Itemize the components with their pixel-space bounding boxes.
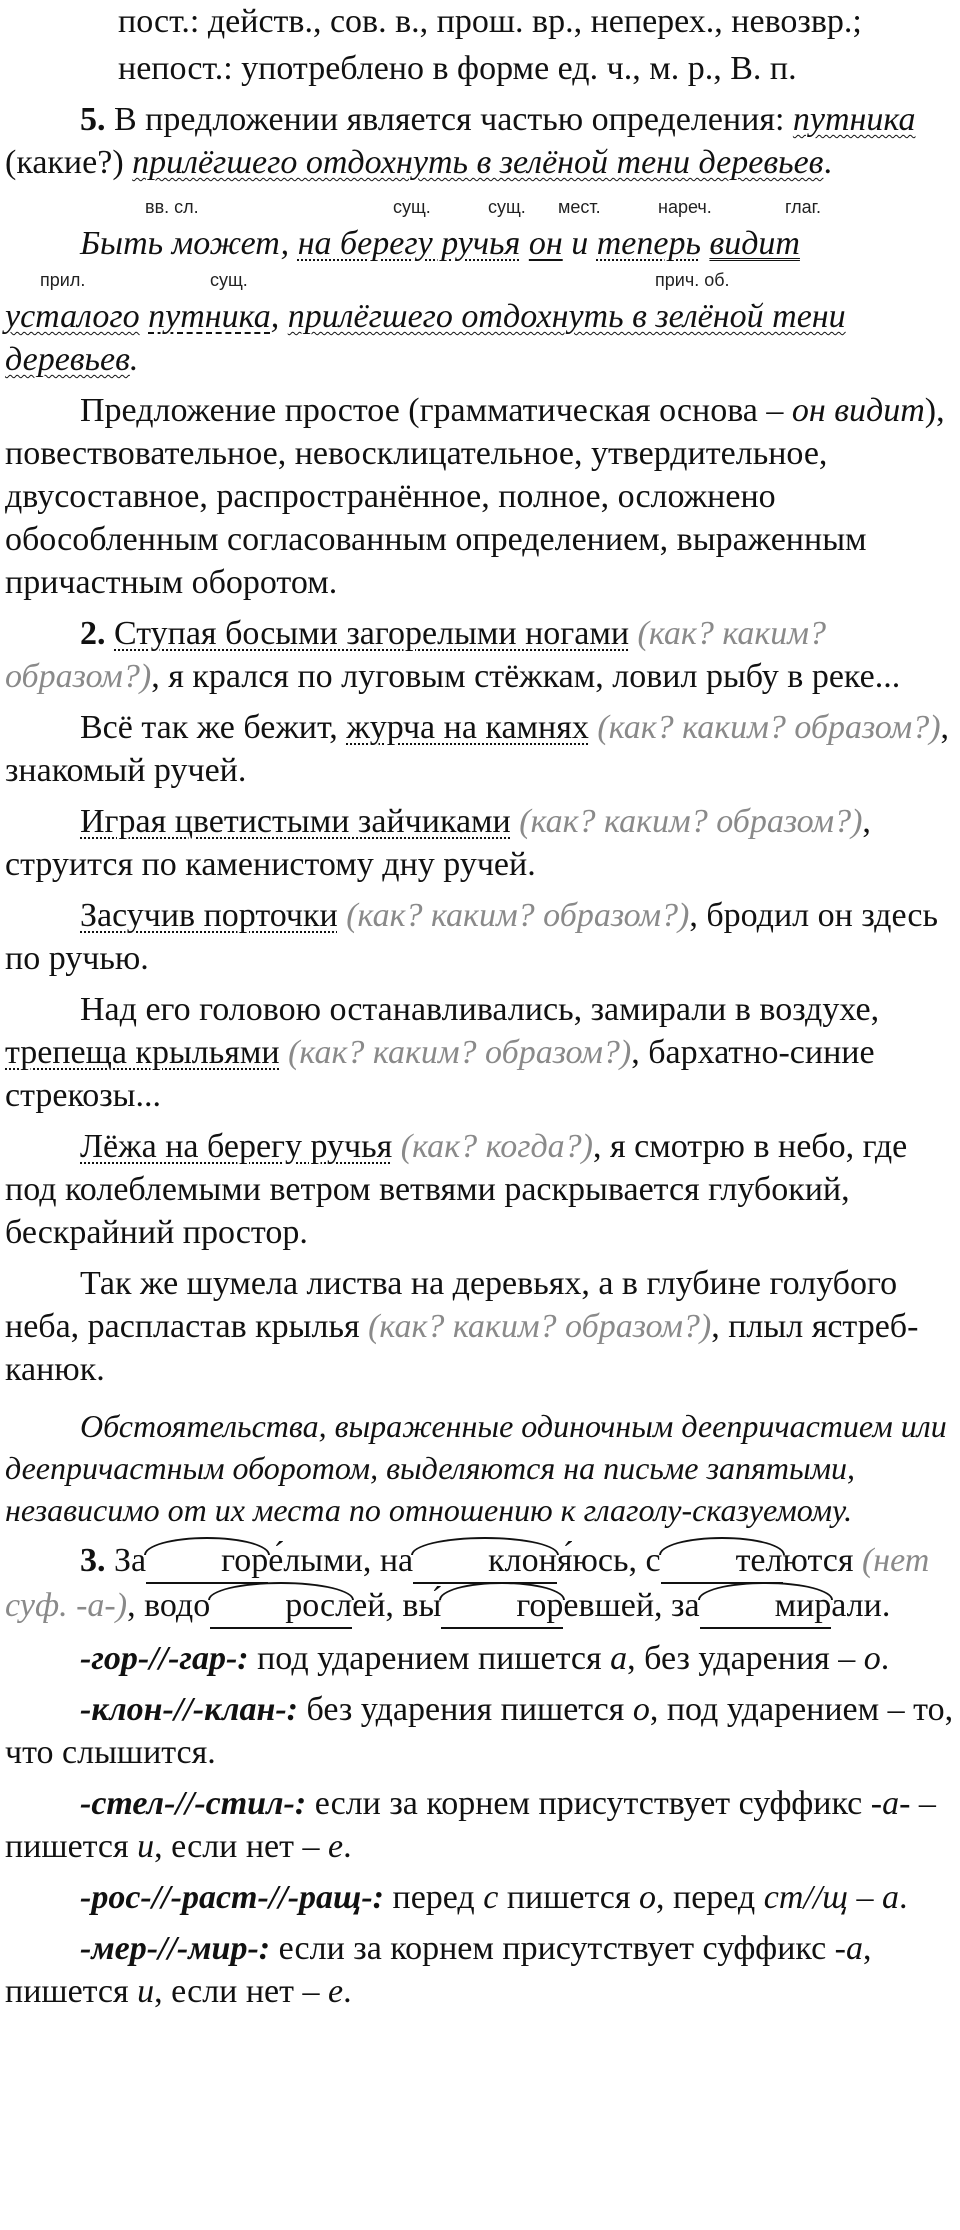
question: (как? каким? образом?) bbox=[288, 1034, 632, 1071]
rule-key: -мер-//-мир-: bbox=[80, 1930, 271, 1967]
question: (какие?) bbox=[5, 144, 133, 181]
adverbial: Играя цветистыми зайчиками bbox=[80, 803, 511, 840]
pos-label: прич. об. bbox=[655, 270, 730, 290]
task-2-item-6: Лёжа на берегу ручья (как? когда?), я смотрю в небо, где под колеблемыми ветром ветвями раскрывается глубокий, бескрайний простор. bbox=[5, 1128, 908, 1251]
word-root: клон bbox=[413, 1539, 557, 1584]
pos-label: прил. bbox=[40, 270, 86, 290]
question: (как? каким? образом?) bbox=[597, 709, 941, 746]
question: (нет суф. -а-) bbox=[5, 1542, 930, 1624]
participial-phrase: прилёгшего отдохнуть в зелёной тени деревьев bbox=[132, 144, 824, 181]
pos-label: сущ. bbox=[488, 197, 526, 217]
rule-key: -стел-//-стил-: bbox=[80, 1785, 307, 1822]
rule-gor: -гор-//-гар-: под ударением пишется а, без ударения – о. bbox=[80, 1640, 890, 1677]
pos-label: мест. bbox=[558, 197, 601, 217]
pos-labels-row-1 bbox=[5, 192, 955, 222]
word: и bbox=[571, 225, 589, 262]
rule-stel: -стел-//-стил-: если за корнем присутствует суффикс -а- – пишется и, если нет – е. bbox=[5, 1785, 936, 1865]
word: теперь bbox=[596, 225, 701, 262]
adverbial: Засучив порточки bbox=[80, 897, 338, 934]
rule-note: Обстоятельства, выраженные одиночным деепричастием или деепричастным оборотом, выделяются на письме запятыми, независимо от их места по отношению к глаголу-сказуемому. bbox=[5, 1408, 947, 1528]
document-page bbox=[5, 0, 955, 2013]
task-2-item-1: 2. Ступая босыми загорелыми ногами (как? каким? образом?), я крался по луговым стёжкам, ловил рыбу в реке... bbox=[5, 615, 901, 695]
task-2-item-3: Играя цветистыми зайчиками (как? каким? образом?), струится по каменистому дну ручей. bbox=[5, 803, 871, 883]
task-number: 3. bbox=[80, 1542, 106, 1579]
rule-key: -клон-//-клан-: bbox=[80, 1691, 298, 1728]
task-3: 3. За горе́лыми, на клоня́юсь, с телются (нет суф. -а-), водо рослей, вы́ горевшей, за мирали. bbox=[5, 1539, 955, 1629]
pos-label: глаг. bbox=[785, 197, 822, 217]
pos-label: сущ. bbox=[210, 270, 248, 290]
task-text: В предложении является частью определения: bbox=[105, 101, 785, 138]
word: усталого bbox=[5, 298, 140, 335]
sentence-analysis: Предложение простое (грамматическая основа – он видит), повествовательное, невосклицательное, утвердительное, двусоставное, распространённое, полное, осложнено обособленным согласованным определением, выраженным причастным оборотом. bbox=[5, 392, 945, 601]
question: (как? каким? образом?) bbox=[346, 897, 690, 934]
rule-klon: -клон-//-клан-: без ударения пишется о, под ударением – то, что слышится. bbox=[5, 1691, 954, 1771]
question: (как? когда?) bbox=[400, 1128, 593, 1165]
word: на берегу ручья bbox=[297, 225, 521, 262]
word: путника bbox=[792, 101, 916, 138]
task-2-item-5: Над его головою останавливались, замирали в воздухе, трепеща крыльями (как? каким? образом?), бархатно-синие стрекозы... bbox=[5, 991, 880, 1114]
question: (как? каким? образом?) bbox=[5, 615, 826, 695]
question: (как? каким? образом?) bbox=[519, 803, 863, 840]
task-2-item-7: Так же шумела листва на деревьях, а в глубине голубого неба, распластав крылья (как? каким? образом?), плыл ястреб-канюк. bbox=[5, 1265, 919, 1388]
rule-ros: -рос-//-раст-//-ращ-: перед с пишется о, перед ст//щ – а. bbox=[80, 1879, 908, 1916]
task-2-item-4: Засучив порточки (как? каким? образом?), бродил он здесь по ручью. bbox=[5, 897, 938, 977]
task-2-item-2: Всё так же бежит, журча на камнях (как? каким? образом?), знакомый ручей. bbox=[5, 709, 950, 789]
parsed-sentence bbox=[5, 222, 955, 265]
task-5: 5. В предложении является частью определения: путника (какие?) прилёгшего отдохнуть в зелёной тени деревьев. bbox=[5, 101, 916, 181]
predicate: видит bbox=[709, 225, 800, 262]
pos-label: вв. сл. bbox=[145, 197, 199, 217]
pos-labels-row-2 bbox=[5, 265, 955, 295]
question: (как? каким? образом?) bbox=[368, 1308, 712, 1345]
pos-label: сущ. bbox=[393, 197, 431, 217]
adverbial: журча на камнях bbox=[346, 709, 589, 746]
word-root: тел bbox=[661, 1539, 783, 1584]
adverbial: Ступая босыми загорелыми ногами bbox=[114, 615, 630, 652]
rule-key: -гор-//-гар-: bbox=[80, 1640, 249, 1677]
adverbial: трепеща крыльями bbox=[5, 1034, 280, 1071]
word-root: мир bbox=[700, 1584, 832, 1629]
word: путника bbox=[148, 298, 271, 335]
rule-mer: -мер-//-мир-: если за корнем присутствует суффикс -а, пишется и, если нет – е. bbox=[5, 1930, 872, 2010]
participial-phrase: прилёгшего отдохнуть в зелёной тени деревьев bbox=[5, 298, 846, 378]
morph-const: пост.: действ., сов. в., прош. вр., неперех., невозвр.; bbox=[118, 3, 862, 40]
subject: он bbox=[528, 225, 563, 262]
parsed-sentence-cont: усталого путника, прилёгшего отдохнуть в зелёной тени деревьев. bbox=[5, 298, 846, 378]
word-root: гор bbox=[146, 1539, 268, 1584]
word-root: гор bbox=[441, 1584, 563, 1629]
task-number: 5. bbox=[80, 101, 106, 138]
rule-key: -рос-//-раст-//-ращ-: bbox=[80, 1879, 384, 1916]
pos-label: нареч. bbox=[658, 197, 712, 217]
word: Быть может, bbox=[80, 225, 290, 262]
task-number: 2. bbox=[80, 615, 106, 652]
word-root: росл bbox=[210, 1584, 352, 1629]
morph-nonconst: непост.: употреблено в форме ед. ч., м. р., В. п. bbox=[118, 50, 797, 87]
adverbial: Лёжа на берегу ручья bbox=[80, 1128, 393, 1165]
